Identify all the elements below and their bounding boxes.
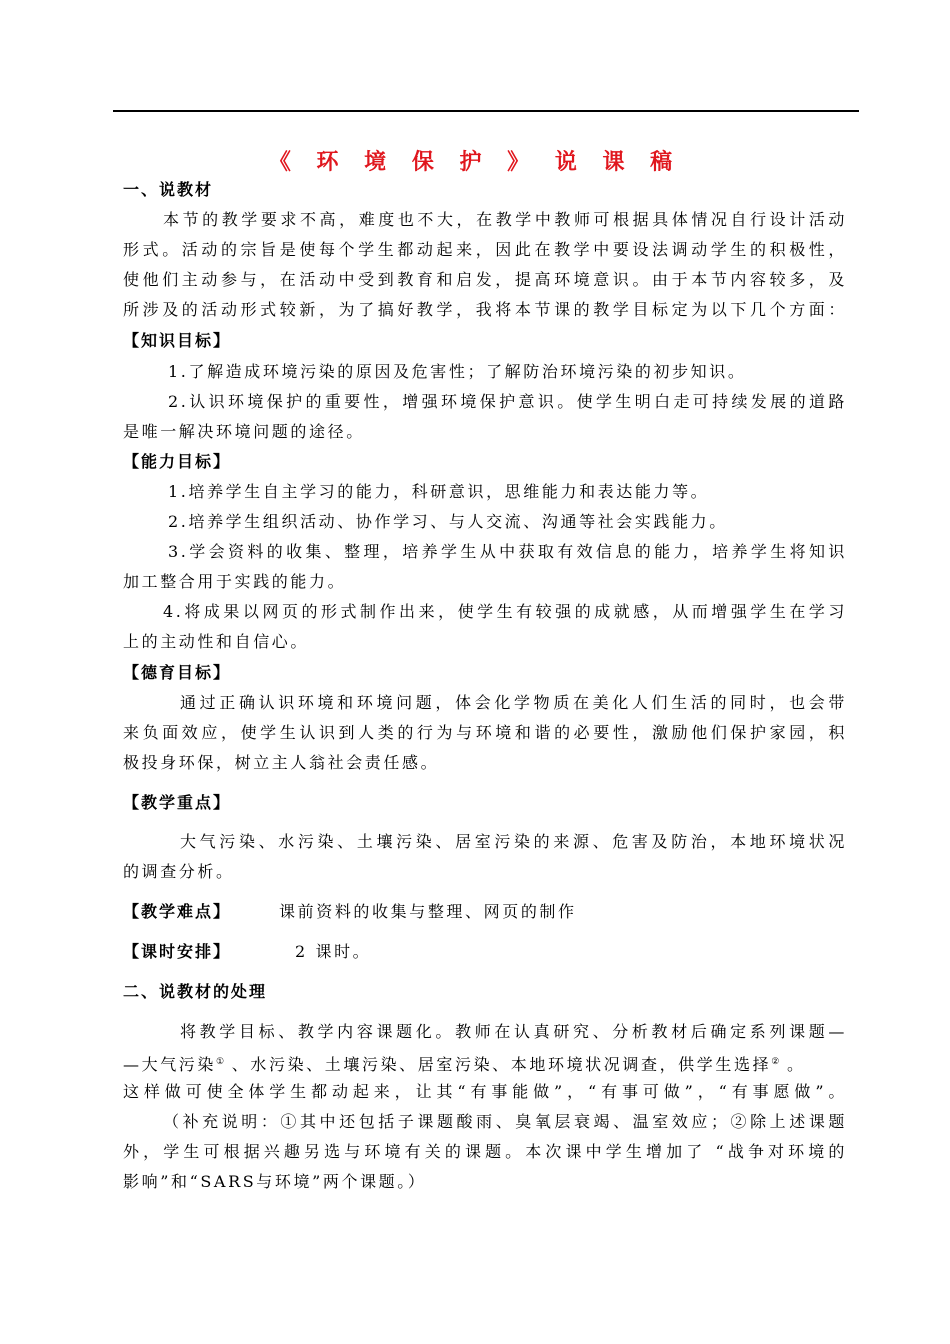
knowledge-item: 2.认识环境保护的重要性，增强环境保护意识。使学生明白走可持续发展的道路 bbox=[168, 392, 847, 411]
paragraph-line: 大气污染、水污染、土壤污染、居室污染的来源、危害及防治，本地环境状况 bbox=[180, 832, 847, 851]
footnote-marker: ② bbox=[771, 1057, 780, 1067]
footnote-marker: ① bbox=[216, 1057, 225, 1067]
ability-item: 2.培养学生组织活动、协作学习、与人交流、沟通等社会实践能力。 bbox=[168, 512, 728, 531]
paragraph-line: 来负面效应，使学生认识到人类的行为与环境和谐的必要性，激励他们保护家园，积 bbox=[123, 723, 847, 742]
paragraph-line: 形式。活动的宗旨是使每个学生都动起来，因此在教学中要设法调动学生的积极性， bbox=[123, 240, 847, 259]
paragraph-line: 所涉及的活动形式较新，为了搞好教学，我将本节课的教学目标定为以下几个方面： bbox=[123, 300, 847, 319]
key-points-label: 【教学重点】 bbox=[123, 793, 232, 812]
paragraph-line: 将教学目标、教学内容课题化。教师在认真研究、分析教材后确定系列课题— bbox=[180, 1022, 847, 1041]
text-run: 。 bbox=[779, 1055, 806, 1074]
difficulties-text: 课前资料的收集与整理、网页的制作 bbox=[279, 902, 577, 921]
paragraph-line: 本节的教学要求不高，难度也不大，在教学中教师可根据具体情况自行设计活动 bbox=[163, 210, 847, 229]
ability-item: 上的主动性和自信心。 bbox=[123, 632, 310, 651]
section-heading-1: 一、说教材 bbox=[123, 180, 214, 199]
paragraph-line: 的调查分析。 bbox=[123, 862, 235, 881]
text-run: —大气污染 bbox=[123, 1055, 217, 1074]
paragraph-line bbox=[123, 1052, 847, 1075]
schedule-label: 【课时安排】 bbox=[123, 942, 232, 961]
knowledge-item: 是唯一解决环境问题的途径。 bbox=[123, 422, 365, 441]
paragraph-line: 这样做可使全体学生都动起来，让其“有事能做”，“有事可做”，“有事愿做”。 bbox=[123, 1082, 847, 1101]
note-line: 外，学生可根据兴趣另选与环境有关的课题。本次课中学生增加了 “战争对环境的 bbox=[123, 1142, 847, 1161]
paragraph-line: 极投身环保，树立主人翁社会责任感。 bbox=[123, 753, 440, 772]
schedule-text: 2 课时。 bbox=[295, 942, 372, 961]
note-line: 影响”和“SARS与环境”两个课题。） bbox=[123, 1172, 427, 1191]
text-run: 、水污染、土壤污染、居室污染、本地环境状况调查，供学生选择 bbox=[224, 1055, 772, 1074]
section-heading-2: 二、说教材的处理 bbox=[123, 982, 268, 1001]
paragraph-line: 通过正确认识环境和环境问题，体会化学物质在美化人们生活的同时，也会带 bbox=[180, 693, 847, 712]
header-rule bbox=[113, 110, 859, 112]
ability-item: 4.将成果以网页的形式制作出来，使学生有较强的成就感，从而增强学生在学习 bbox=[163, 602, 847, 621]
knowledge-item: 1.了解造成环境污染的原因及危害性；了解防治环境污染的初步知识。 bbox=[168, 362, 747, 381]
difficulties-label: 【教学难点】 bbox=[123, 902, 232, 921]
ability-item: 加工整合用于实践的能力。 bbox=[123, 572, 347, 591]
paragraph-line: 使他们主动参与，在活动中受到教育和启发，提高环境意识。由于本节内容较多，及 bbox=[123, 270, 847, 289]
ability-item: 1.培养学生自主学习的能力，科研意识，思维能力和表达能力等。 bbox=[168, 482, 710, 501]
difficulties-row bbox=[123, 902, 847, 922]
note-line: （补充说明：①其中还包括子课题酸雨、臭氧层衰竭、温室效应；②除上述课题 bbox=[163, 1112, 847, 1131]
knowledge-goal-label: 【知识目标】 bbox=[123, 331, 232, 350]
page-title: 《 环 境 保 护 》 说 课 稿 bbox=[268, 150, 682, 175]
moral-goal-label: 【德育目标】 bbox=[123, 663, 232, 682]
ability-goal-label: 【能力目标】 bbox=[123, 452, 232, 471]
schedule-row bbox=[123, 942, 847, 962]
ability-item: 3.学会资料的收集、整理，培养学生从中获取有效信息的能力，培养学生将知识 bbox=[168, 542, 847, 561]
